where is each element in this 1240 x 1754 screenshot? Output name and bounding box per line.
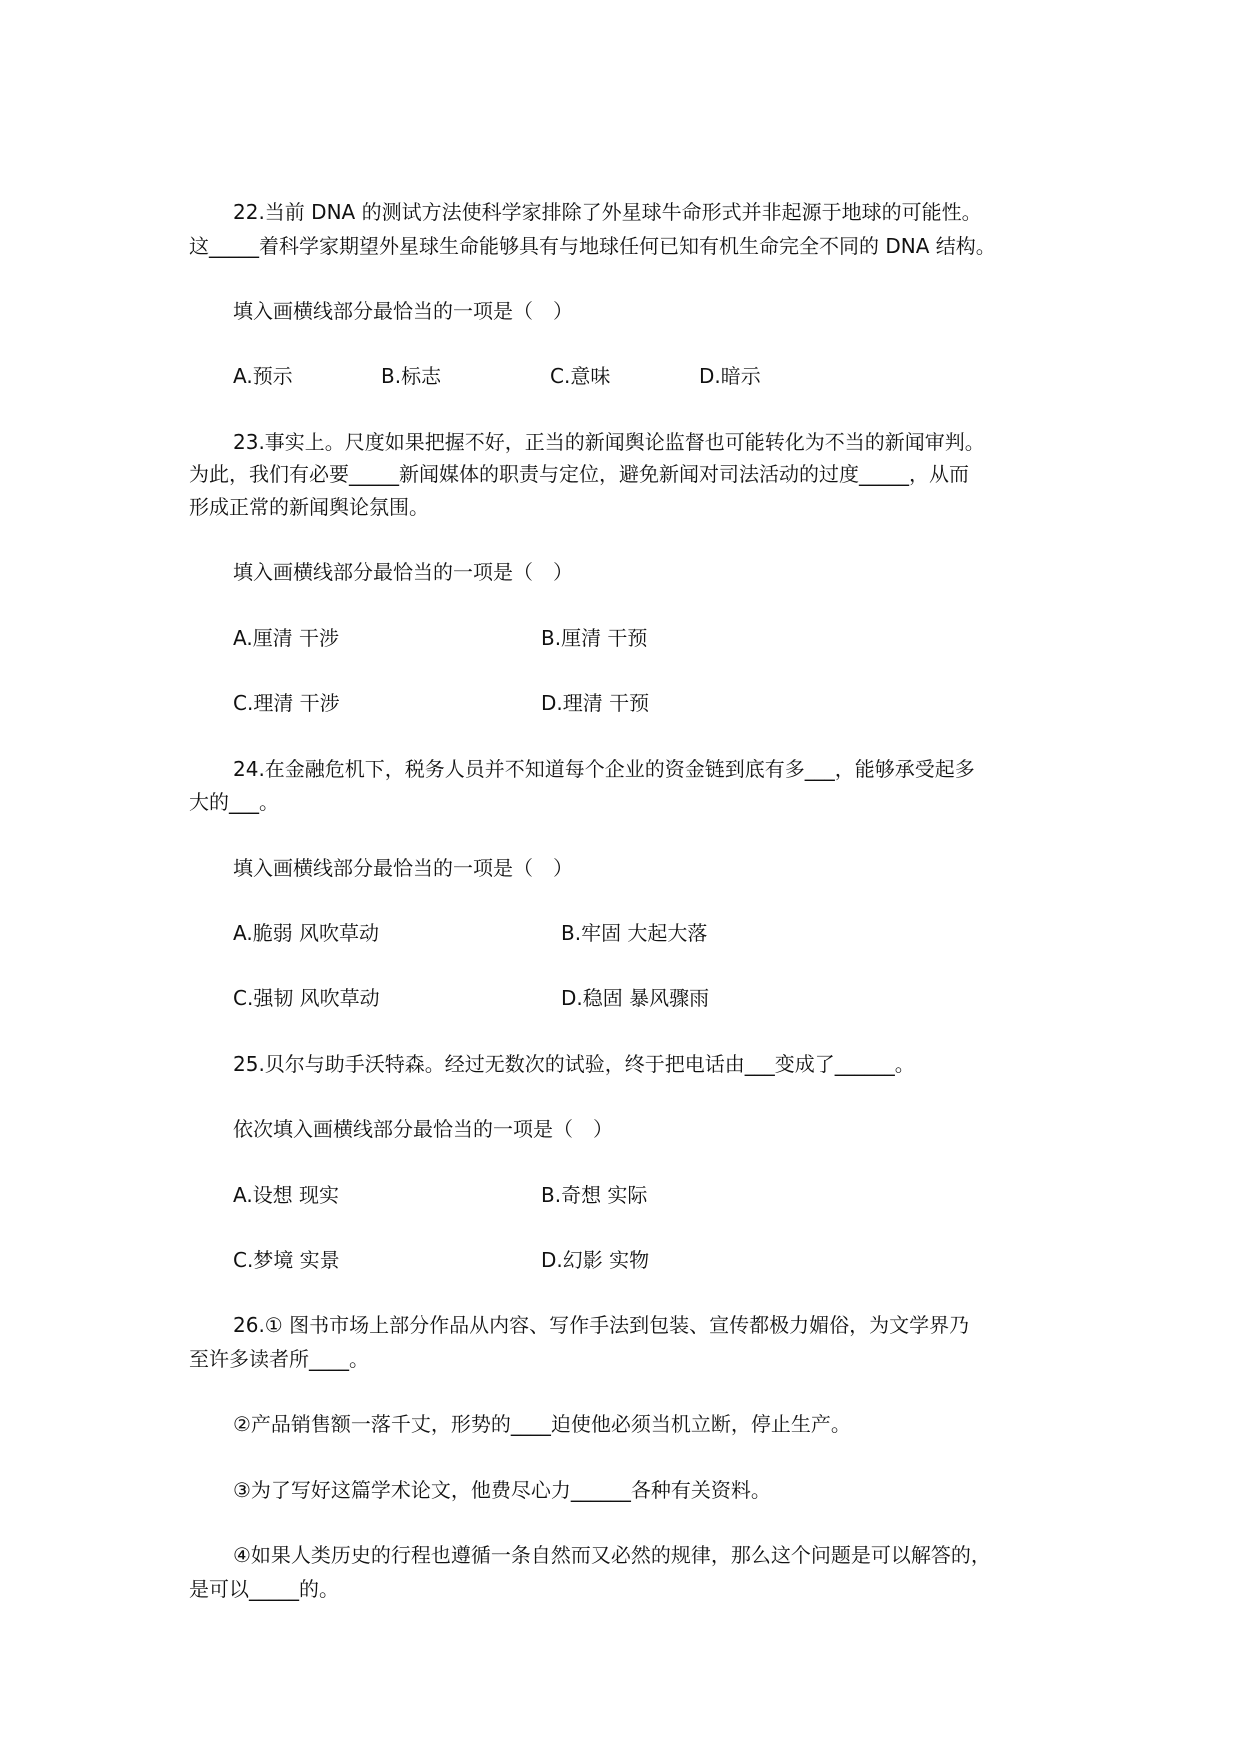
question-item: ④如果人类历史的行程也遵循一条自然而又必然的规律，那么这个问题是可以解答的， <box>233 1543 991 1567</box>
option-a: A.预示 <box>233 364 293 388</box>
question-prompt: 填入画横线部分最恰当的一项是（ ） <box>233 299 573 323</box>
question-text: 24.在金融危机下，税务人员并不知道每个企业的资金链到底有多___，能够承受起多 <box>233 757 975 781</box>
question-text: 大的___。 <box>189 790 279 814</box>
option-d: D.理清 干预 <box>541 691 650 715</box>
question-text: 为此，我们有必要_____新闻媒体的职责与定位，避免新闻对司法活动的过度_____，从而 <box>189 462 969 486</box>
question-item: 是可以_____的。 <box>189 1577 339 1601</box>
option-c: C.理清 干涉 <box>233 691 340 715</box>
option-b: B.标志 <box>381 364 442 388</box>
option-b: B.奇想 实际 <box>541 1183 648 1207</box>
question-text: 23.事实上。尺度如果把握不好，正当的新闻舆论监督也可能转化为不当的新闻审判。 <box>233 430 985 454</box>
question-text: 至许多读者所____。 <box>189 1347 369 1371</box>
option-d: D.幻影 实物 <box>541 1248 650 1272</box>
question-item: ③为了写好这篇学术论文，他费尽心力______各种有关资料。 <box>233 1478 771 1502</box>
question-prompt: 填入画横线部分最恰当的一项是（ ） <box>233 856 573 880</box>
option-b: B.牢固 大起大落 <box>561 921 708 945</box>
question-text: 22.当前 DNA 的测试方法使科学家排除了外星球牛命形式并非起源于地球的可能性。 <box>233 200 982 224</box>
option-b: B.厘清 干预 <box>541 626 648 650</box>
question-text: 形成正常的新闻舆论氛围。 <box>189 495 429 519</box>
question-prompt: 依次填入画横线部分最恰当的一项是（ ） <box>233 1117 613 1141</box>
question-item: ②产品销售额一落千丈，形势的____迫使他必须当机立断，停止生产。 <box>233 1412 851 1436</box>
question-text: 这_____着科学家期望外星球生命能够具有与地球任何已知有机生命完全不同的 DNA 结构。 <box>189 234 996 258</box>
option-c: C.强韧 风吹草动 <box>233 986 380 1010</box>
option-d: D.稳固 暴风骤雨 <box>561 986 710 1010</box>
option-a: A.脆弱 风吹草动 <box>233 921 380 945</box>
question-text: 26.① 图书市场上部分作品从内容、写作手法到包装、宣传都极力媚俗，为文学界乃 <box>233 1313 970 1337</box>
option-c: C.意味 <box>550 364 611 388</box>
question-prompt: 填入画横线部分最恰当的一项是（ ） <box>233 560 573 584</box>
option-a: A.厘清 干涉 <box>233 626 340 650</box>
question-text: 25.贝尔与助手沃特森。经过无数次的试验，终于把电话由___变成了______。 <box>233 1052 915 1076</box>
option-a: A.设想 现实 <box>233 1183 340 1207</box>
option-c: C.梦境 实景 <box>233 1248 340 1272</box>
option-d: D.暗示 <box>699 364 761 388</box>
